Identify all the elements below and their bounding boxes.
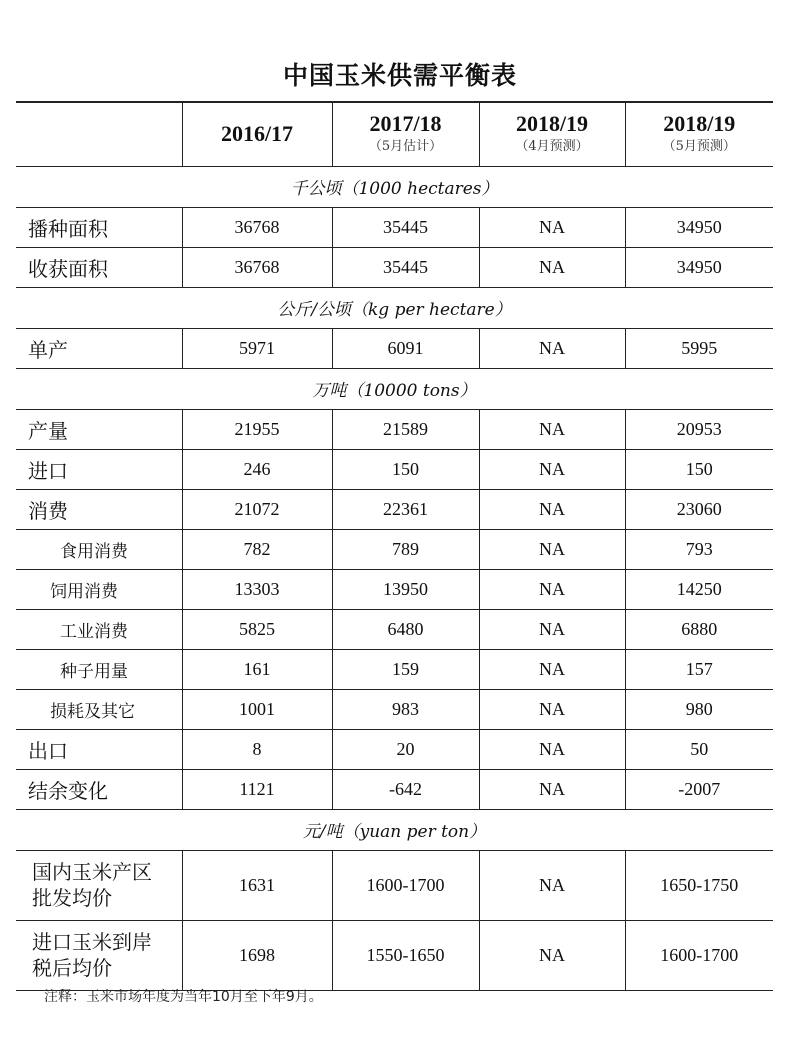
- unit-row: [16, 287, 773, 328]
- table-cell: 36768: [182, 247, 332, 287]
- column-header: [332, 102, 479, 166]
- unit-row: [16, 166, 773, 207]
- table-row: [16, 449, 773, 489]
- row-label: 种子用量: [16, 649, 182, 689]
- column-note: （5月预测）: [662, 139, 736, 155]
- column-year: 2018/19: [663, 111, 736, 137]
- table-cell: 1001: [182, 689, 332, 729]
- column-header: [182, 102, 332, 166]
- table-cell: 1121: [182, 769, 332, 809]
- unit-label: 万吨（10000 tons）: [16, 368, 773, 409]
- table-row: [16, 729, 773, 769]
- header-blank: [16, 102, 182, 166]
- table-cell: NA: [479, 328, 625, 368]
- table-cell: 22361: [332, 489, 479, 529]
- table-cell: 34950: [625, 247, 773, 287]
- row-label: [16, 920, 182, 990]
- table-cell: 1550-1650: [332, 920, 479, 990]
- table-cell: 1650-1750: [625, 850, 773, 920]
- table-cell: 5825: [182, 609, 332, 649]
- table-cell: 21955: [182, 409, 332, 449]
- table-cell: 13303: [182, 569, 332, 609]
- table-title: 中国玉米供需平衡表: [282, 61, 517, 90]
- column-note: （4月预测）: [515, 139, 589, 155]
- table-cell: 983: [332, 689, 479, 729]
- row-label: 进口: [16, 449, 182, 489]
- table-cell: 20: [332, 729, 479, 769]
- row-label: 饲用消费: [16, 569, 182, 609]
- row-label-line: 进口玉米到岸: [32, 930, 152, 954]
- table-row: [16, 649, 773, 689]
- column-year: 2016/17: [220, 121, 294, 147]
- table-cell: 789: [332, 529, 479, 569]
- table-cell: 1698: [182, 920, 332, 990]
- table-row: [16, 207, 773, 247]
- table-row: [16, 328, 773, 368]
- table-cell: NA: [479, 489, 625, 529]
- table-cell: NA: [479, 409, 625, 449]
- row-label: 结余变化: [16, 769, 182, 809]
- table-cell: NA: [479, 449, 625, 489]
- table-cell: 21589: [332, 409, 479, 449]
- row-label: 单产: [16, 328, 182, 368]
- unit-label: 元/吨（yuan per ton）: [16, 809, 773, 850]
- table-cell: 6091: [332, 328, 479, 368]
- row-label: 食用消费: [16, 529, 182, 569]
- table-cell: 1600-1700: [625, 920, 773, 990]
- table-cell: NA: [479, 247, 625, 287]
- table-cell: 1600-1700: [332, 850, 479, 920]
- table-cell: 35445: [332, 247, 479, 287]
- column-year: 2018/19: [515, 111, 589, 137]
- row-label: 产量: [16, 409, 182, 449]
- table-cell: 23060: [625, 489, 773, 529]
- table-cell: 50: [625, 729, 773, 769]
- table-row: [16, 529, 773, 569]
- column-year: 2017/18: [369, 111, 442, 137]
- row-label: [16, 850, 182, 920]
- row-label: 出口: [16, 729, 182, 769]
- table-row: [16, 920, 773, 990]
- table-cell: 161: [182, 649, 332, 689]
- table-cell: NA: [479, 529, 625, 569]
- table-cell: -2007: [625, 769, 773, 809]
- row-label: 工业消费: [16, 609, 182, 649]
- header-row: [16, 102, 773, 166]
- table-cell: 34950: [625, 207, 773, 247]
- table-row: [16, 569, 773, 609]
- row-label-line: 税后均价: [32, 956, 112, 980]
- row-label: 播种面积: [16, 207, 182, 247]
- table-cell: 5971: [182, 328, 332, 368]
- table-cell: NA: [479, 769, 625, 809]
- table-cell: 35445: [332, 207, 479, 247]
- supply-demand-table: [16, 101, 773, 991]
- unit-label: 公斤/公顷（kg per hectare）: [16, 287, 773, 328]
- table-cell: 150: [332, 449, 479, 489]
- table-row: [16, 409, 773, 449]
- table-row: [16, 609, 773, 649]
- unit-row: [16, 368, 773, 409]
- row-label: 收获面积: [16, 247, 182, 287]
- table-cell: NA: [479, 609, 625, 649]
- table-cell: -642: [332, 769, 479, 809]
- table-cell: 159: [332, 649, 479, 689]
- row-label-line: 批发均价: [32, 886, 112, 910]
- table-cell: 21072: [182, 489, 332, 529]
- table-cell: 793: [625, 529, 773, 569]
- unit-label: 千公顷（1000 hectares）: [16, 166, 773, 207]
- footnote: 注释：玉米市场年度为当年10月至下年9月。: [44, 989, 323, 1005]
- table-cell: 13950: [332, 569, 479, 609]
- table-cell: 980: [625, 689, 773, 729]
- table-row: [16, 689, 773, 729]
- table-cell: 246: [182, 449, 332, 489]
- table-cell: 5995: [625, 328, 773, 368]
- table-cell: 782: [182, 529, 332, 569]
- column-header: [625, 102, 773, 166]
- table-cell: 14250: [625, 569, 773, 609]
- table-cell: NA: [479, 689, 625, 729]
- row-label: 损耗及其它: [16, 689, 182, 729]
- table-cell: NA: [479, 207, 625, 247]
- table-cell: 157: [625, 649, 773, 689]
- table-cell: NA: [479, 850, 625, 920]
- table-cell: NA: [479, 569, 625, 609]
- table-cell: 20953: [625, 409, 773, 449]
- table-row: [16, 769, 773, 809]
- table-row: [16, 247, 773, 287]
- table-cell: 150: [625, 449, 773, 489]
- column-header: [479, 102, 625, 166]
- table-row: [16, 850, 773, 920]
- table-row: [16, 489, 773, 529]
- table-cell: NA: [479, 920, 625, 990]
- column-note: （5月估计）: [368, 139, 443, 155]
- table-cell: 36768: [182, 207, 332, 247]
- table-cell: 6480: [332, 609, 479, 649]
- row-label-line: 国内玉米产区: [32, 860, 152, 884]
- unit-row: [16, 809, 773, 850]
- row-label: 消费: [16, 489, 182, 529]
- table-cell: 1631: [182, 850, 332, 920]
- table-cell: NA: [479, 649, 625, 689]
- table-cell: 6880: [625, 609, 773, 649]
- table-cell: 8: [182, 729, 332, 769]
- table-cell: NA: [479, 729, 625, 769]
